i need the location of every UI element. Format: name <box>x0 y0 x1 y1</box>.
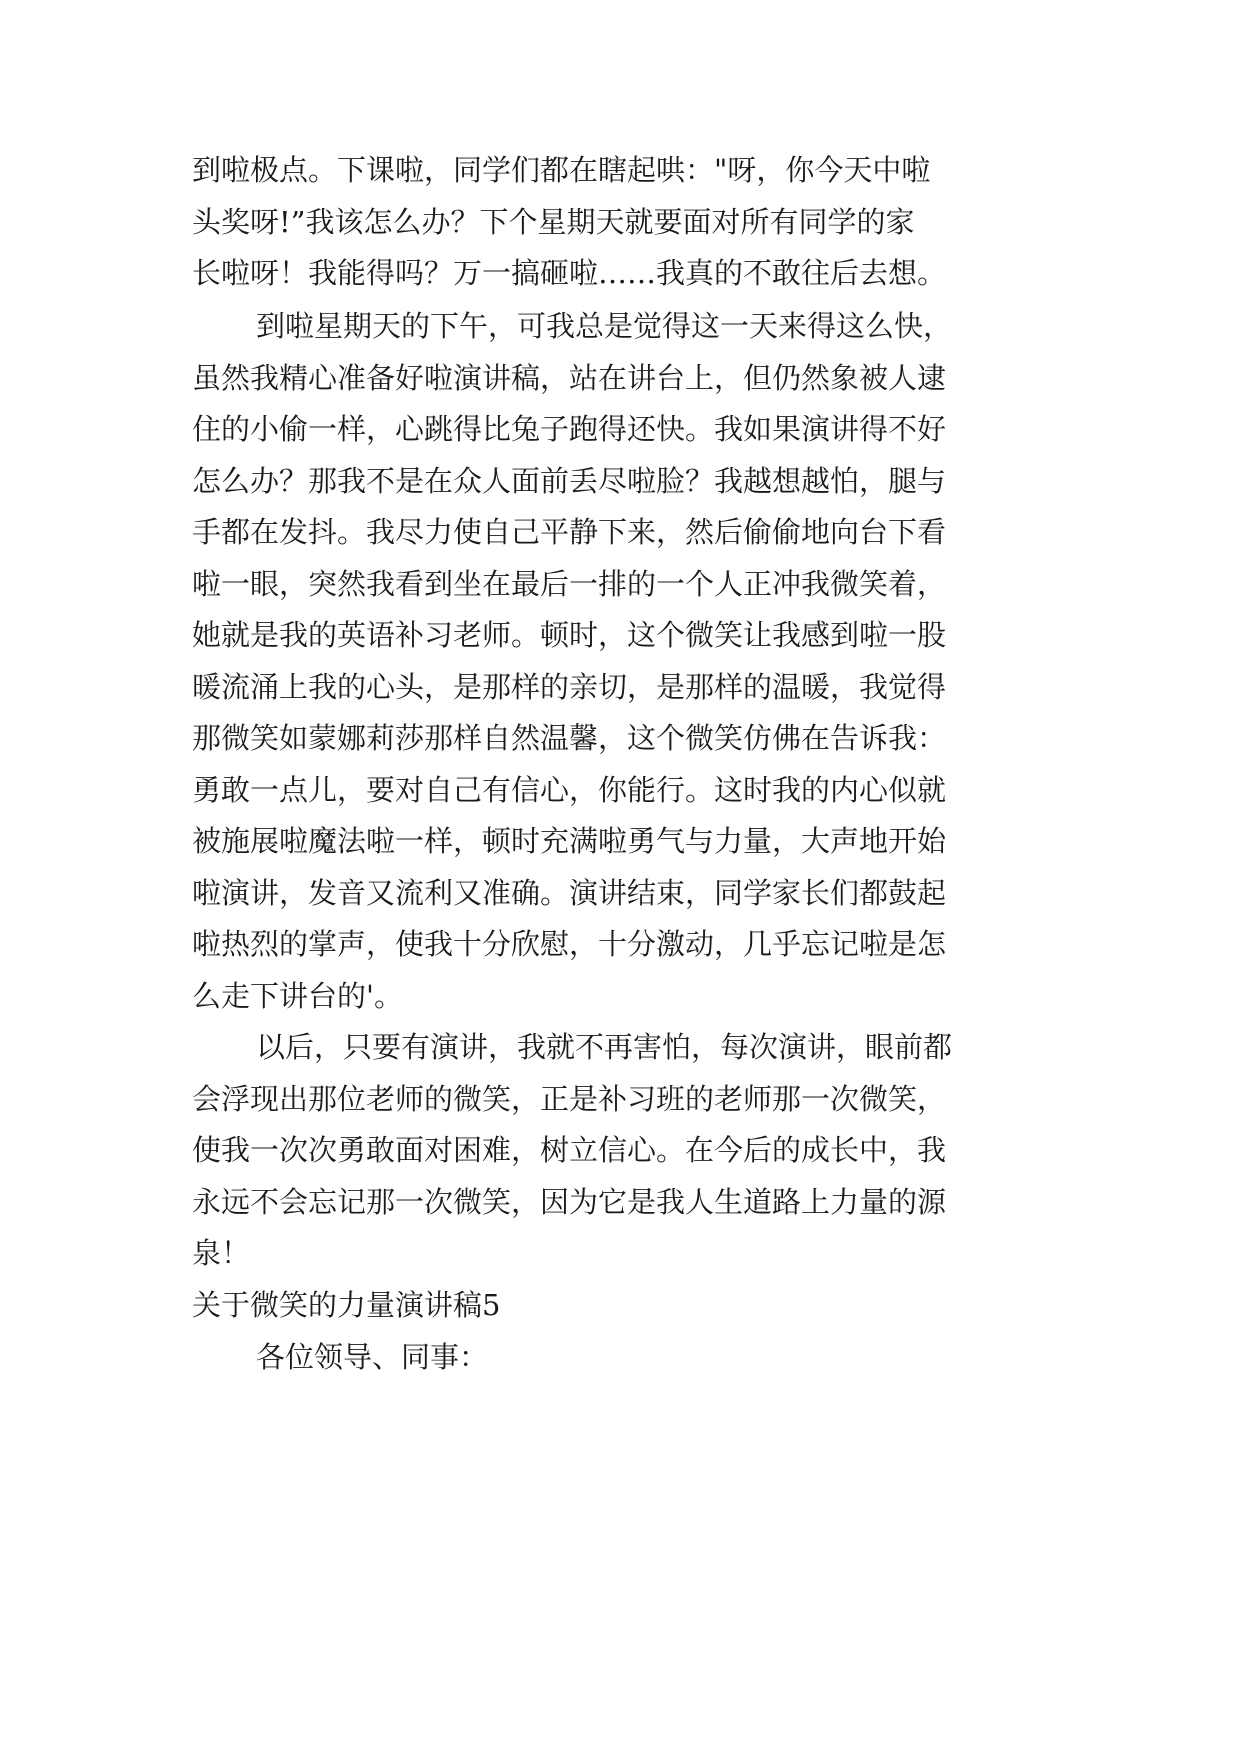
paragraph-line: 啦热烈的掌声，使我十分欣慰，十分激动，几乎忘记啦是怎 <box>192 927 947 961</box>
paragraph-line: 暖流涌上我的心头，是那样的亲切，是那样的温暖，我觉得 <box>192 670 947 704</box>
paragraph-line: 手都在发抖。我尽力使自己平静下来，然后偷偷地向台下看 <box>192 515 947 549</box>
paragraph-line: 泉！ <box>192 1236 251 1270</box>
paragraph-line: 啦演讲，发音又流利又准确。演讲结束，同学家长们都鼓起 <box>192 876 947 910</box>
paragraph-line: 那微笑如蒙娜莉莎那样自然温馨，这个微笑仿佛在告诉我： <box>192 721 947 755</box>
paragraph-line: 虽然我精心准备好啦演讲稿，站在讲台上，但仍然象被人逮 <box>192 361 947 395</box>
paragraph-line: 怎么办？那我不是在众人面前丢尽啦脸？我越想越怕，腿与 <box>192 464 947 498</box>
paragraph-line: 到啦极点。下课啦，同学们都在瞎起哄："呀，你今天中啦 <box>192 153 931 187</box>
paragraph-line: 住的小偷一样，心跳得比兔子跑得还快。我如果演讲得不好 <box>192 412 947 446</box>
paragraph-line: 么走下讲台的'。 <box>192 979 403 1013</box>
paragraph-line: 啦一眼，突然我看到坐在最后一排的一个人正冲我微笑着， <box>192 567 947 601</box>
paragraph-line: 她就是我的英语补习老师。顿时，这个微笑让我感到啦一股 <box>192 618 947 652</box>
salutation: 各位领导、同事： <box>256 1340 489 1374</box>
section-title: 关于微笑的力量演讲稿5 <box>192 1288 501 1322</box>
paragraph-line: 使我一次次勇敢面对困难，树立信心。在今后的成长中，我 <box>192 1133 947 1167</box>
paragraph-line: 到啦星期天的下午，可我总是觉得这一天来得这么快， <box>256 309 953 343</box>
paragraph-line: 头奖呀!”我该怎么办？下个星期天就要面对所有同学的家 <box>192 205 915 239</box>
paragraph-line: 会浮现出那位老师的微笑，正是补习班的老师那一次微笑， <box>192 1082 947 1116</box>
paragraph-line: 永远不会忘记那一次微笑，因为它是我人生道路上力量的源 <box>192 1185 947 1219</box>
paragraph-line: 被施展啦魔法啦一样，顿时充满啦勇气与力量，大声地开始 <box>192 824 947 858</box>
paragraph-line: 勇敢一点儿，要对自己有信心，你能行。这时我的内心似就 <box>192 773 947 807</box>
paragraph-line: 以后，只要有演讲，我就不再害怕，每次演讲，眼前都 <box>256 1030 953 1064</box>
paragraph-line: 长啦呀！我能得吗？万一搞砸啦……我真的不敢往后去想。 <box>192 256 947 290</box>
